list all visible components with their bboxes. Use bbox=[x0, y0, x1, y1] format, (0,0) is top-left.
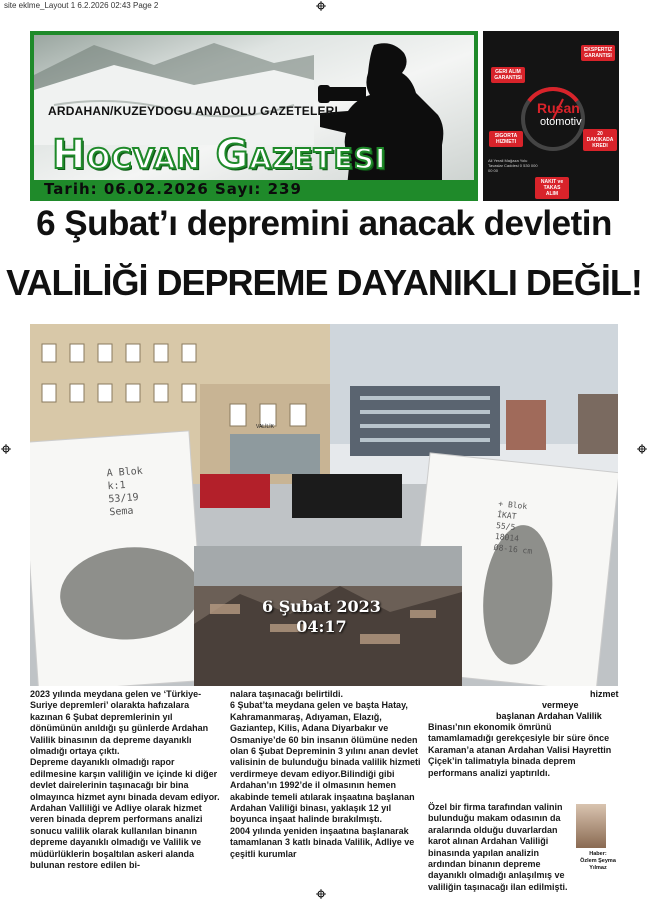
ad-contact: Ali Yerali Mağaza Yolu Tavaslar Caddesi 0 530 000 00 00 bbox=[488, 158, 538, 173]
sample-card-left-line: 53/19 bbox=[108, 492, 139, 506]
author-byline bbox=[578, 851, 618, 872]
masthead-dateline: Tarih: 06.02.2026 Sayı: 239 bbox=[44, 180, 302, 198]
sample-card-right bbox=[493, 498, 537, 557]
headline-main: VALİLİĞİ DEPREME DAYANIKLI DEĞİL! bbox=[6, 262, 642, 303]
sample-card-right-line: Ø8-16 cm bbox=[493, 542, 533, 556]
article-column-3-wrap-line: hizmet bbox=[590, 689, 619, 699]
article-column-1 bbox=[30, 689, 222, 872]
ad-badge: GERI ALIM GARANTISI bbox=[491, 67, 525, 83]
article-paragraph: Ardahan Valliliği ve Adliye olarak hizmet veren binada deprem performans analizi sonucu valilik olarak kullanılan binanın depreme dayanıklı olmadığı ve Valilik ve müdürlüklerin boşaltılan askeri alanda bulunan restore edilen bi- bbox=[30, 803, 203, 871]
article-column-3 bbox=[428, 722, 618, 779]
ad-badge: SIGORTA HIZMETI bbox=[489, 131, 523, 147]
ad-badge: 20 DAKIKADA KREDI bbox=[583, 129, 617, 151]
print-slug: site eklme_Layout 1 6.2.2026 02:43 Page 2 bbox=[4, 1, 159, 10]
article-column-3-wrap-line: başlanan Ardahan Valilik bbox=[496, 711, 602, 721]
building-sign: VALİLİK bbox=[256, 424, 274, 430]
earthquake-time: 04:17 bbox=[296, 617, 347, 636]
sample-card-right-line: 55/5 bbox=[495, 521, 516, 532]
author-photo bbox=[576, 804, 606, 848]
ad-brand-sub: otomotiv bbox=[540, 116, 582, 128]
sample-card-left-line: A Blok bbox=[106, 465, 144, 480]
article-column-2 bbox=[230, 689, 422, 860]
sample-card-right-line: + Blok bbox=[497, 499, 528, 512]
ad-badge: NAKIT ve TAKAS ALIM bbox=[535, 177, 569, 199]
registration-mark-icon bbox=[316, 889, 326, 899]
article-paragraph: 6 Şubat’ta meydana gelen ve başta Hatay, Kahramanmaraş, Adıyaman, Elazığ, Gaziantep, Kilis, Adana Diyarbakır ve Osmaniye’de 60 bin insanın ölümüne neden olan 6 Şubat Depreminin 3 yılını anan devlet valisinin de bulunduğu binada valilik hizmeti verdirmeye devam ediyor.Bilindiği gibi Ardahan’ın 1992’de il olmasının hemen akabinde temeli atılarak inşaatına başlanan Ardahan Valiliği binası, yaklaşık 12 yıl boyunca inşaat halinde bırakılmıştı. bbox=[230, 700, 421, 825]
article-paragraph: Özel bir firma tarafından valinin bulunduğu makam odasının da aralarında olduğu duvarlardan karot alınan Ardahan Valiliği binasında yapılan analizin ardından binanın depreme dayanıklı olmadığı anlaşılmış ve valiliğin taşınacağı ilan edilmişti. bbox=[428, 802, 568, 892]
article-paragraph: Binası’nın ekonomik ömrünü tamamlamadığı gerekçesiyle bir süre önce Karaman’a atanan Ardahan Valisi Hayrettin Çiçek’in talimatıyla binada deprem performans analizi yaptırıldı. bbox=[428, 722, 612, 778]
article-paragraph: nalara taşınacağı belirtildi. bbox=[230, 689, 344, 699]
article-column-3-continued bbox=[428, 802, 574, 893]
article-column-3-wrap-line: vermeye bbox=[542, 700, 579, 710]
registration-mark-icon bbox=[316, 1, 326, 11]
registration-mark-icon bbox=[1, 444, 11, 454]
masthead-network: ARDAHAN/KUZEYDOGU ANADOLU GAZETELERI bbox=[48, 104, 339, 118]
sample-card-left bbox=[106, 465, 146, 519]
author-name: Özlem Şeyma Yılmaz bbox=[580, 858, 616, 871]
earthquake-caption bbox=[262, 597, 381, 637]
sample-card-right-line: İKAT bbox=[496, 510, 517, 522]
sample-card-left-line: Sema bbox=[109, 505, 134, 519]
sample-card-right-line: 18014 bbox=[494, 531, 520, 544]
article-paragraph: Depreme dayanıklı olmadığı rapor edilmesine karşın valiliğin ve içinde ki diğer devlet dairelerinin taşınacağı bir bina olmayınca hizmet aynı binada devam ediyor. bbox=[30, 757, 220, 802]
sample-card-left-line: k:1 bbox=[107, 480, 126, 493]
article-paragraph: 2004 yılında yeniden inşaatına başlanarak tamamlanan 3 katlı binada Valilik, Adliye ve çeşitli kurumlar bbox=[230, 825, 415, 859]
author-byline-label: Haber: bbox=[589, 851, 607, 857]
masthead-title: Hocvan Gazetesi bbox=[52, 132, 387, 178]
article-paragraph: 2023 yılında meydana gelen ve ‘Türkiye-Suriye depremleri’ olarakta hafızalara kazınan 6 Şubat depremlerinin yıl dönümünün anıldığı şu günlerde Ardahan Valilik binasının da depreme dayanıklı olmadığı ortaya çıktı. bbox=[30, 689, 209, 757]
ad-badge: EKSPERTIZ GARANTISI bbox=[581, 45, 615, 61]
ad-brand: Rusan bbox=[537, 100, 580, 116]
registration-mark-icon bbox=[637, 444, 647, 454]
earthquake-date: 6 Şubat 2023 bbox=[262, 597, 381, 616]
headline-kicker: 6 Şubat’ı depremini anacak devletin bbox=[36, 204, 612, 243]
